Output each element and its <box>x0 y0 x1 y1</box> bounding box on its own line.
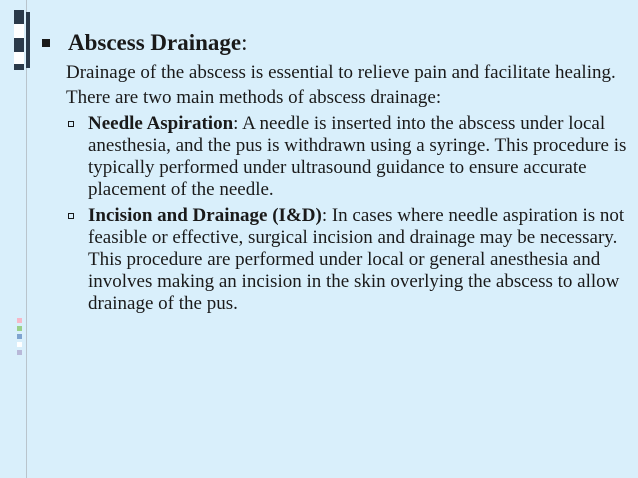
rail-divider <box>26 0 27 478</box>
hollow-square-bullet-icon <box>68 213 74 219</box>
hollow-square-bullet-icon <box>68 121 74 127</box>
color-dot <box>17 318 22 323</box>
color-dot <box>17 350 22 355</box>
method-term: Needle Aspiration <box>88 113 234 134</box>
color-dot <box>17 326 22 331</box>
rail-decoration <box>14 64 24 70</box>
intro-paragraph: Drainage of the abscess is essential to relieve pain and facilitate healing. <box>66 62 616 83</box>
method-item <box>40 113 636 201</box>
rail-decoration <box>14 24 24 38</box>
color-dot <box>17 342 22 347</box>
rail-decoration <box>14 38 24 52</box>
heading-colon: : <box>241 30 248 55</box>
heading-title: Abscess Drainage <box>68 30 242 55</box>
slide-heading <box>40 28 636 58</box>
method-item <box>40 205 636 315</box>
slide-content <box>40 28 636 315</box>
square-bullet-icon <box>42 39 50 47</box>
rail-decoration <box>14 52 24 64</box>
method-term: Incision and Drainage (I&D) <box>88 205 322 226</box>
methods-intro: There are two main methods of abscess drainage: <box>66 87 442 108</box>
method-description: : A needle is inserted into the abscess under local anesthesia, and the pus is withdrawn using a syringe. This procedure is typically performed under ultrasound guidance to ensure accurate placement of the needle. <box>88 113 627 200</box>
rail-decoration <box>26 12 30 68</box>
method-description: : In cases where needle aspiration is not feasible or effective, surgical incision and drainage may be necessary. This procedure are performed under local or general anesthesia and involves making an incision in the skin overlying the abscess to allow drainage of the pus. <box>88 205 625 314</box>
color-dot <box>17 334 22 339</box>
rail-decoration <box>14 10 24 24</box>
